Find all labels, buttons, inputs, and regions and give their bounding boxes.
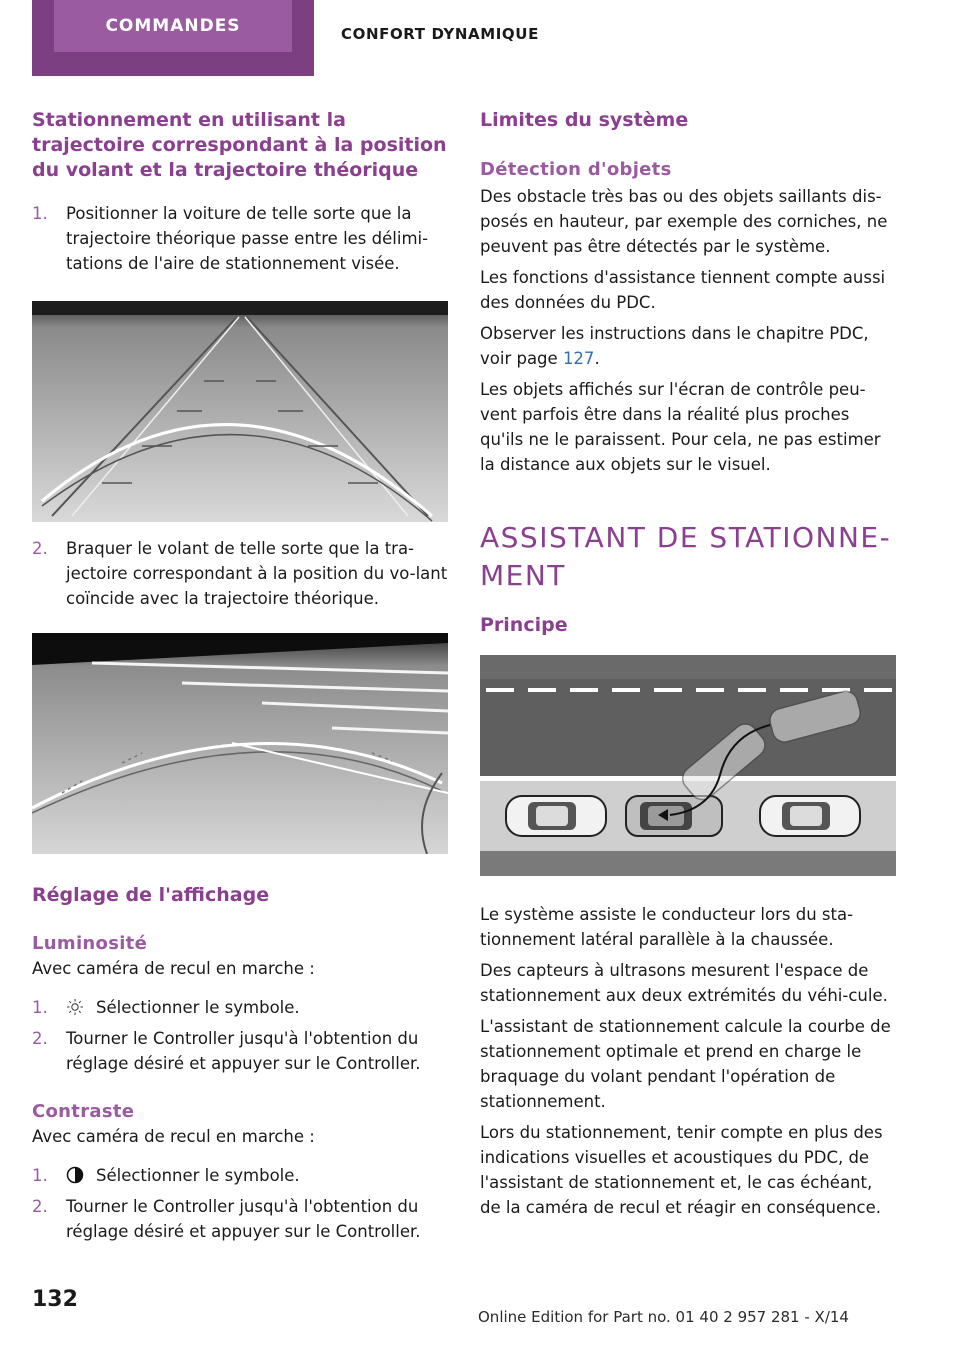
step-text: Sélectionner le symbole. — [96, 998, 300, 1017]
page-link[interactable]: 127 — [562, 349, 595, 368]
step-number: 2. — [32, 539, 48, 558]
left-column — [32, 108, 448, 1244]
parking-assistant-title — [480, 519, 896, 595]
contrast-step-1 — [32, 1163, 448, 1188]
principle-title: Principe — [480, 614, 568, 636]
contrast-title: Contraste — [32, 1101, 135, 1122]
camera-image-1 — [32, 301, 448, 522]
camera-image-2 — [32, 633, 448, 854]
brightness-step-2 — [32, 1026, 448, 1076]
step-number: 2. — [32, 1197, 48, 1216]
rear-camera-aligned-image — [32, 633, 448, 854]
step-number: 1. — [32, 204, 48, 223]
brightness-icon — [66, 998, 84, 1016]
section-label: CONFORT DYNAMIQUE — [341, 25, 539, 43]
brightness-step-1 — [32, 995, 448, 1020]
display-settings-title: Réglage de l'affichage — [32, 884, 270, 906]
step-text: Positionner la voiture de telle sorte que la trajectoire théorique passe entre les délimi-tations de l'aire de stationnement visée. — [66, 204, 429, 273]
brightness-intro: Avec caméra de recul en marche : — [32, 959, 315, 978]
parking-title: Stationnement en utilisant la trajectoire correspondant à la position du volant et la trajectoire théorique — [32, 109, 447, 181]
page-number: 132 — [32, 1287, 78, 1312]
detection-paragraph-2: Les fonctions d'assistance tiennent compte aussi des données du PDC. — [480, 268, 886, 312]
parallel-parking-illustration — [480, 655, 896, 876]
detection-paragraph-1: Des obstacle très bas ou des objets saillants dis-posés en hauteur, par exemple des corniches, ne peuvent pas être détectés par le système. — [480, 187, 888, 256]
footer-edition: Online Edition for Part no. 01 40 2 957 281 - X/14 — [478, 1308, 849, 1326]
step-2 — [32, 536, 448, 611]
step-number: 2. — [32, 1029, 48, 1048]
detection-paragraph-4: Les objets affichés sur l'écran de contrôle peu-vent parfois être dans la réalité plus proches qu'ils ne le paraissent. Pour cela, ne pas estimer la distance aux objets sur le visuel. — [480, 380, 881, 474]
contrast-intro: Avec caméra de recul en marche : — [32, 1127, 315, 1146]
chapter-tab[interactable]: COMMANDES — [54, 0, 292, 52]
object-detection-title: Détection d'objets — [480, 159, 672, 180]
principle-paragraph-4: Lors du stationnement, tenir compte en plus des indications visuelles et acoustiques du PDC, de l'assistant de stationnement et, le cas échéant, de la caméra de recul et réagir en conséquence. — [480, 1123, 883, 1217]
step-text: Braquer le volant de telle sorte que la tra-jectoire correspondant à la position du vo-lant coïncide avec la trajectoire théorique. — [66, 539, 448, 608]
assisted-car — [626, 796, 722, 836]
parking-assistant-title-line-2: MENT — [480, 559, 566, 592]
parked-car-left — [506, 796, 606, 836]
principle-paragraph-2: Des capteurs à ultrasons mesurent l'espace de stationnement aux deux extrémités du véhi-cule. — [480, 961, 888, 1005]
right-column — [480, 108, 896, 1220]
step-number: 1. — [32, 1166, 48, 1185]
system-limits-title: Limites du système — [480, 109, 689, 131]
rear-camera-trajectory-image — [32, 301, 448, 522]
contrast-icon — [66, 1166, 84, 1184]
step-text: Tourner le Controller jusqu'à l'obtention du réglage désiré et appuyer sur le Controller. — [66, 1029, 421, 1073]
parked-car-right — [760, 796, 860, 836]
step-text: Tourner le Controller jusqu'à l'obtention du réglage désiré et appuyer sur le Controller. — [66, 1197, 421, 1241]
contrast-step-2 — [32, 1194, 448, 1244]
parking-assistant-title-line-1: ASSISTANT DE STATIONNE- — [480, 521, 892, 554]
detection-paragraph-3: Observer les instructions dans le chapitre PDC, voir page 127. — [480, 324, 869, 368]
step-number: 1. — [32, 998, 48, 1017]
step-1 — [32, 201, 448, 276]
brightness-title: Luminosité — [32, 933, 148, 954]
principle-paragraph-1: Le système assiste le conducteur lors du sta-tionnement latéral parallèle à la chaussée. — [480, 905, 854, 949]
parking-diagram-image — [480, 655, 896, 876]
principle-paragraph-3: L'assistant de stationnement calcule la courbe de stationnement optimale et prend en charge le braquage du volant pendant l'opération de stationnement. — [480, 1017, 891, 1111]
step-text: Sélectionner le symbole. — [96, 1166, 300, 1185]
